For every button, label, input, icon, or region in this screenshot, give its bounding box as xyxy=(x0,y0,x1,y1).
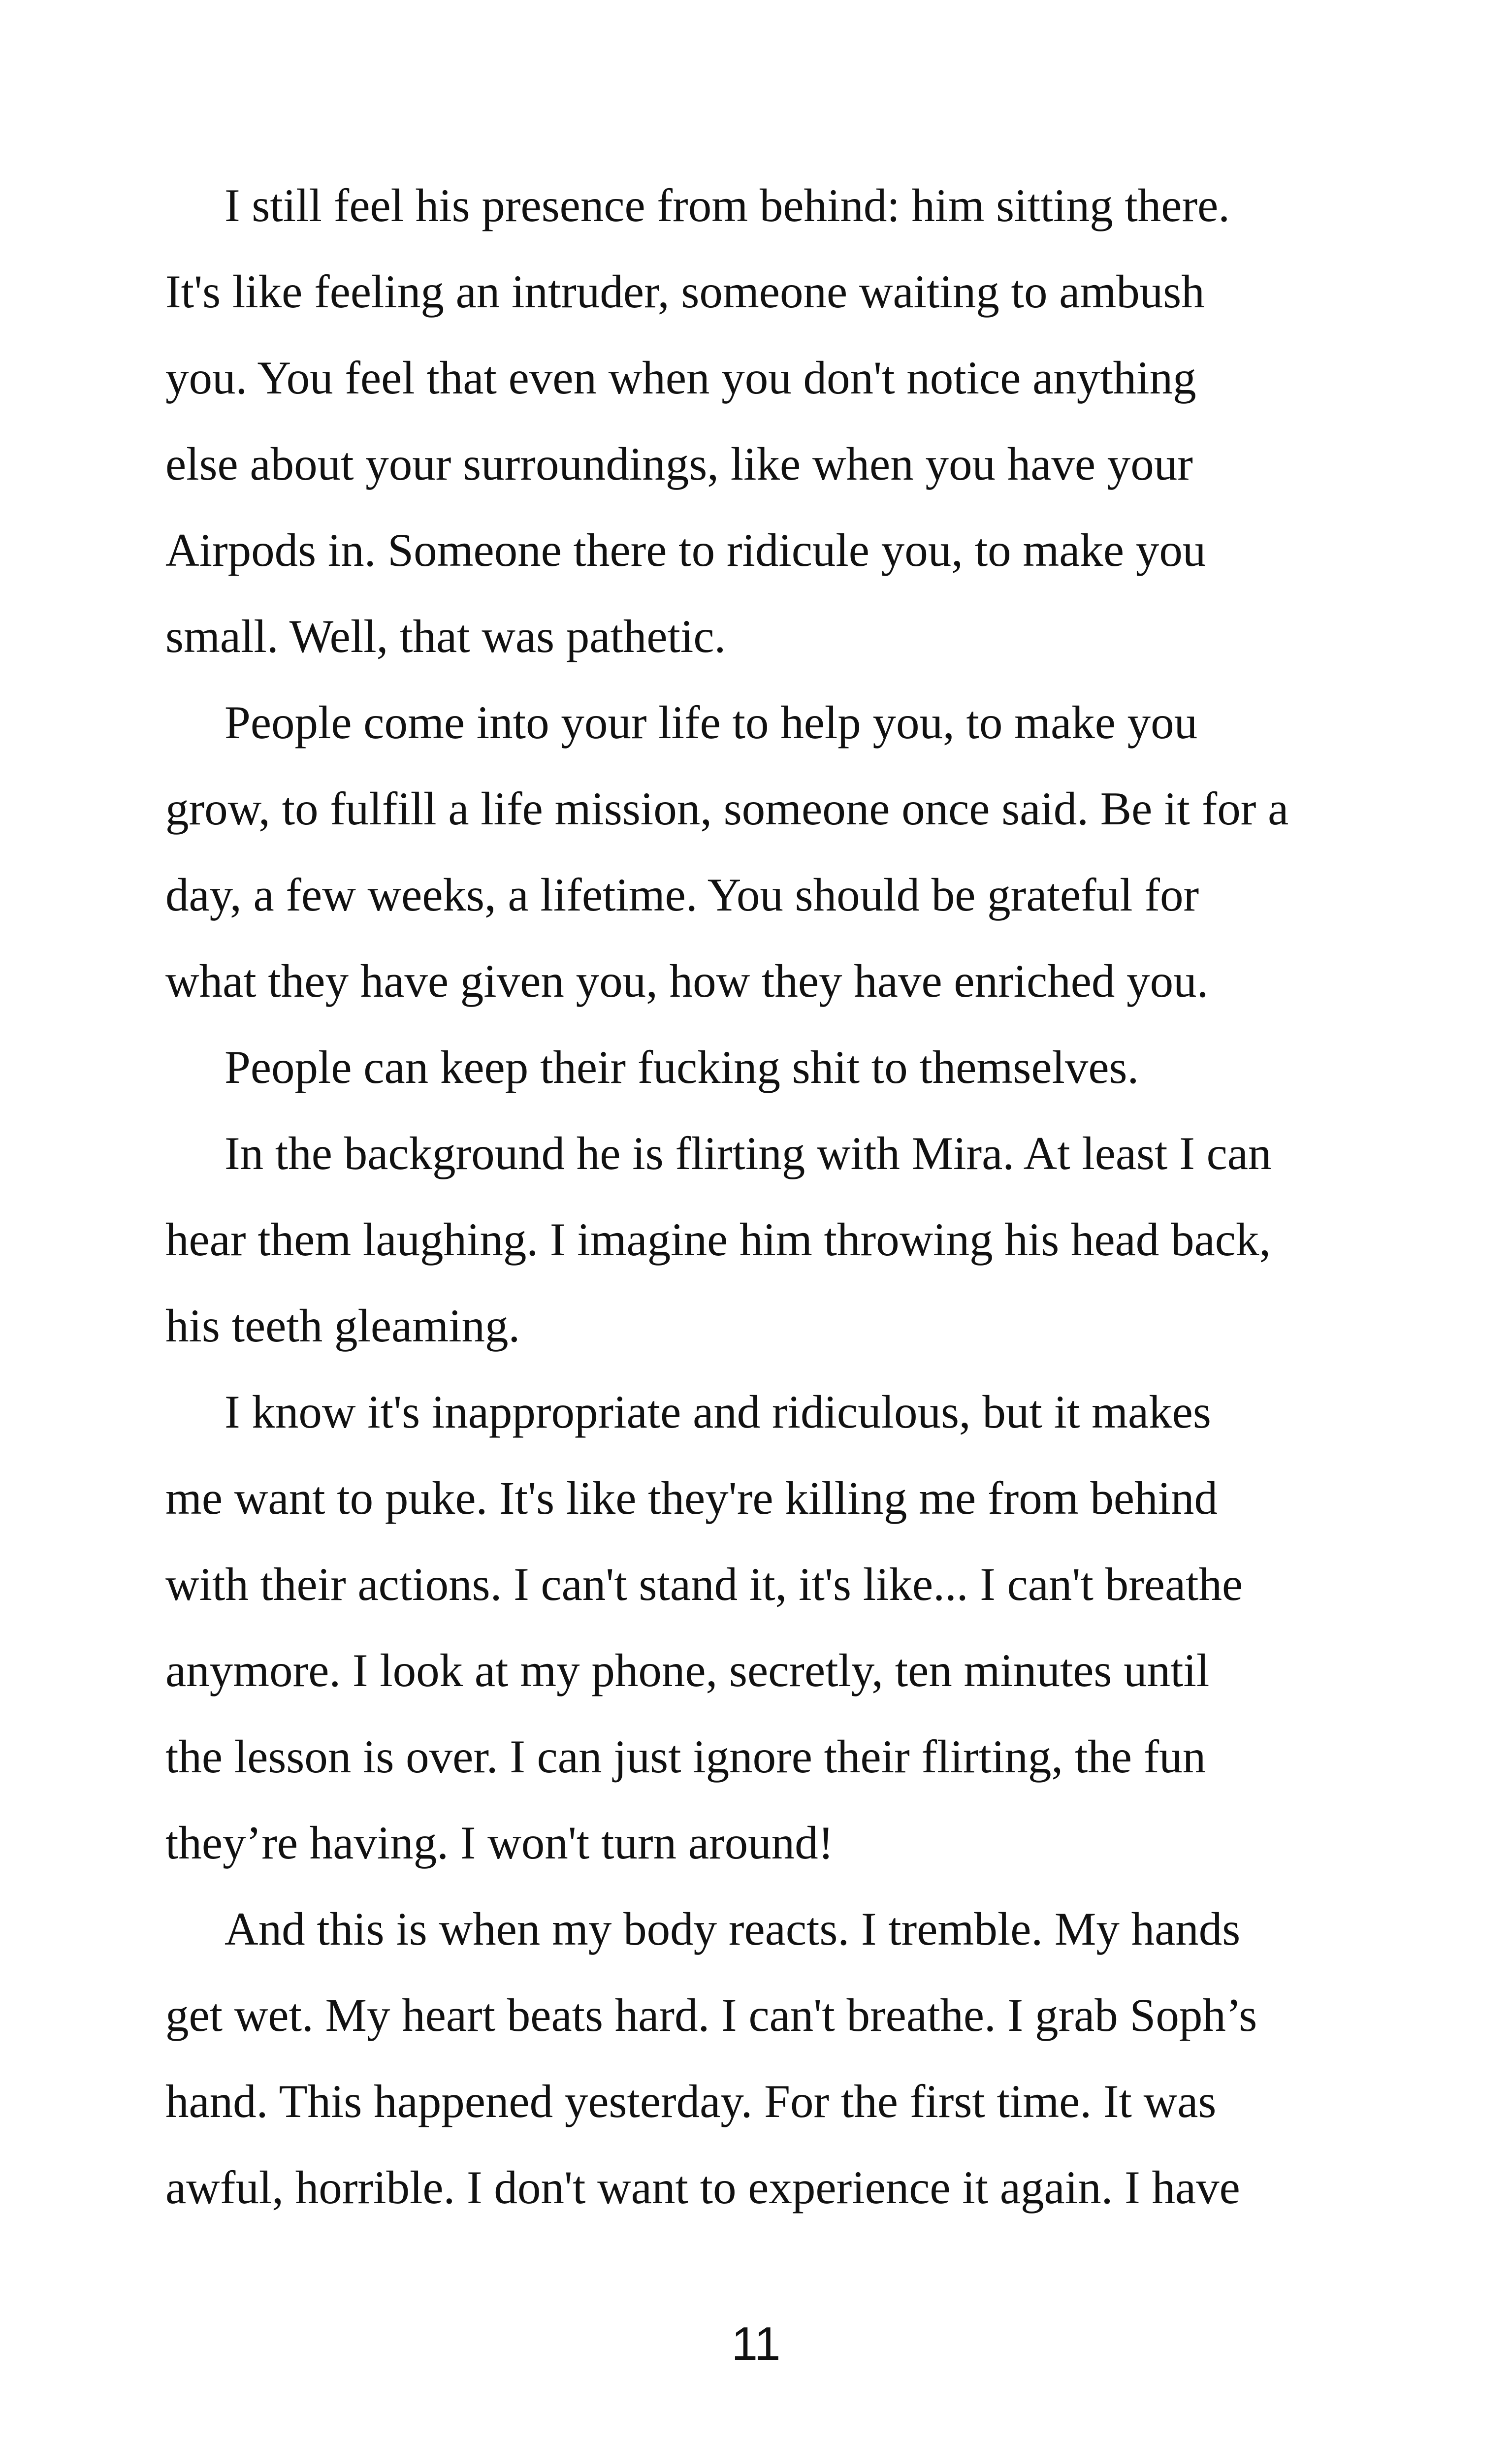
text-line: they’re having. I won't turn around! xyxy=(165,1817,834,1869)
text-line: the lesson is over. I can just ignore their flirting, the fun xyxy=(165,1730,1206,1783)
text-line: People can keep their fucking shit to themselves. xyxy=(225,1041,1139,1093)
text-line: anymore. I look at my phone, secretly, ten minutes until xyxy=(165,1644,1210,1696)
text-line: hear them laughing. I imagine him throwing his head back, xyxy=(165,1213,1271,1266)
text-line: else about your surroundings, like when you have your xyxy=(165,438,1193,490)
text-line: awful, horrible. I don't want to experience it again. I have xyxy=(165,2161,1240,2214)
text-line: I still feel his presence from behind: him sitting there. xyxy=(225,179,1230,231)
text-line: grow, to fulfill a life mission, someone once said. Be it for a xyxy=(165,782,1289,835)
page-body-text xyxy=(165,163,1371,2231)
text-line: you. You feel that even when you don't notice anything xyxy=(165,352,1196,404)
text-line: hand. This happened yesterday. For the first time. It was xyxy=(165,2075,1217,2127)
text-line: And this is when my body reacts. I tremble. My hands xyxy=(225,1903,1241,1955)
page-number: 11 xyxy=(731,2317,781,2370)
text-line: his teeth gleaming. xyxy=(165,1300,520,1352)
text-line: It's like feeling an intruder, someone waiting to ambush xyxy=(165,265,1205,318)
text-line: what they have given you, how they have enriched you. xyxy=(165,955,1209,1007)
text-line: In the background he is flirting with Mira. At least I can xyxy=(225,1127,1272,1179)
text-line: I know it's inappropriate and ridiculous, but it makes xyxy=(225,1386,1211,1438)
text-line: get wet. My heart beats hard. I can't breathe. I grab Soph’s xyxy=(165,1989,1257,2041)
text-line: me want to puke. It's like they're killing me from behind xyxy=(165,1472,1218,1524)
text-line: People come into your life to help you, to make you xyxy=(225,696,1198,749)
text-line: with their actions. I can't stand it, it's like... I can't breathe xyxy=(165,1558,1243,1610)
text-line: Airpods in. Someone there to ridicule you, to make you xyxy=(165,524,1206,576)
text-line: day, a few weeks, a lifetime. You should be grateful for xyxy=(165,869,1199,921)
text-line: small. Well, that was pathetic. xyxy=(165,610,726,662)
